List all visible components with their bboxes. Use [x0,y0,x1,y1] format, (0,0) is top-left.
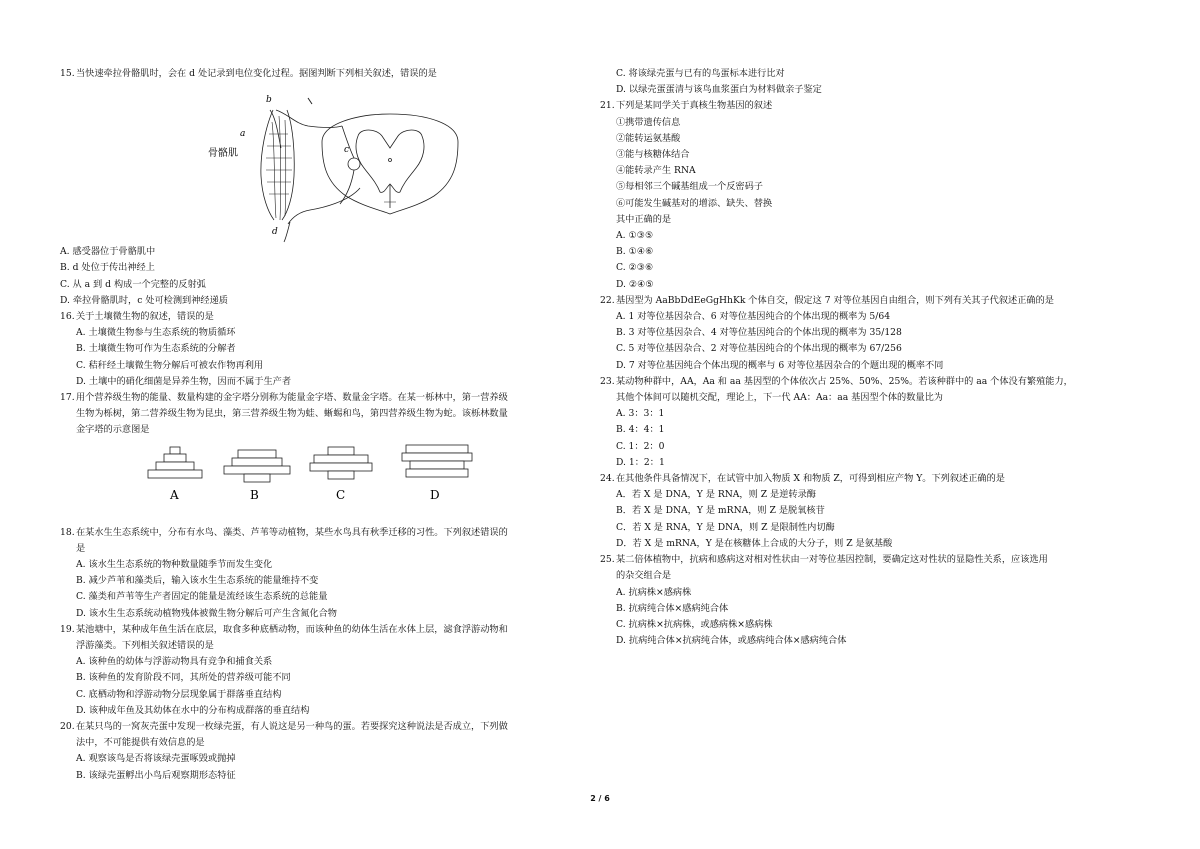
statement-item: ③能与核糖体结合 [616,149,690,161]
spinal-cord-diagram [60,84,480,244]
option: A. 该种鱼的幼体与浮游动物具有竞争和捕食关系 [76,656,273,668]
question-number: 23. [600,375,615,387]
question-stem-line: 是 [76,542,86,554]
option: C. 5 对等位基因杂合、2 对等位基因纯合的个体出现的概率为 67/256 [616,343,902,355]
statement-item: ⑥可能发生碱基对的增添、缺失、替换 [616,197,773,209]
statement-item: ②能转运氨基酸 [616,132,681,144]
question-number: 20. [60,721,75,733]
label-c: c [344,145,350,156]
option: B．若 X 是 DNA，Y 是 mRNA，则 Z 是脱氧核苷 [616,505,825,517]
statement-item: ⑤每相邻三个碱基组成一个反密码子 [616,181,763,193]
option: C. 从 a 到 d 构成一个完整的反射弧 [60,278,206,290]
option: D. 以绿壳蛋蛋清与该鸟血浆蛋白为材料做亲子鉴定 [616,84,822,96]
option: C. 抗病株×抗病株，或感病株×感病株 [616,618,773,630]
option: D. 土壤中的硝化细菌是异养生物，因而不属于生产者 [76,375,292,387]
question-23 [600,374,1145,471]
question-stem: 某池塘中，某种成年鱼生活在底层，取食多种底栖动物，而该种鱼的幼体生活在水体上层，滤食浮游动物和 [76,623,508,635]
statement-item: ④能转录产生 RNA [616,165,696,177]
question-17 [60,390,580,513]
question-stem: 某动物种群中，AA，Aa 和 aa 基因型的个体依次占 25%、50%、25%。若该种群中的 aa 个体没有繁殖能力， [616,375,1073,387]
question-15 [60,66,580,309]
question-stem-line: 法中，不可能提供有效信息的是 [76,737,205,749]
page-number: 2 / 6 [590,794,610,803]
option: B. 3 对等位基因杂合、4 对等位基因纯合的个体出现的概率为 35/128 [616,327,902,339]
option: D. 该水生生态系统动植物残体被微生物分解后可产生含氮化合物 [76,607,337,619]
question-stem: 在某水生生态系统中，分布有水鸟、藻类、芦苇等动植物，某些水鸟具有秋季迁移的习性。下列叙述错误的 [76,526,508,538]
question-19 [60,622,580,719]
option: C. 底栖动物和浮游动物分层现象属于群落垂直结构 [76,688,282,700]
question-number: 17. [60,392,75,404]
question-stem-line: 生物为栎树，第二营养级生物为昆虫，第三营养级生物为蛙、蜥蜴和鸟，第四营养级生物为蛇。该栎林数量 [76,408,508,420]
option: A. 感受器位于骨骼肌中 [60,246,156,258]
option: D. 该种成年鱼及其幼体在水中的分布构成群落的垂直结构 [76,704,310,716]
option: D. 1：2：1 [616,456,665,468]
question-stem: 下列是某同学关于真核生物基因的叙述 [616,100,773,112]
option: C. ②③⑥ [616,262,654,274]
option: A. 土壤微生物参与生态系统的物质循环 [76,327,236,339]
option: A. ①③⑤ [616,230,654,242]
label-d: d [272,227,278,238]
option: B. 抗病纯合体×感病纯合体 [616,602,729,614]
question-number: 19. [60,623,75,635]
question-stem-line: 金字塔的示意图是 [76,424,150,436]
question-stem: 在其他条件具备情况下，在试管中加入物质 X 和物质 Z，可得到相应产物 Y。下列叙述正确的是 [616,473,1005,485]
option: B. 土壤微生物可作为生态系统的分解者 [76,343,236,355]
label-a: a [240,129,246,140]
question-stem: 当快速牵拉骨骼肌时，会在 d 处记录到电位变化过程。据图判断下列相关叙述，错误的是 [76,68,437,79]
question-number: 15. [60,68,75,79]
question-stem: 在某只鸟的一窝灰壳蛋中发现一枚绿壳蛋，有人说这是另一种鸟的蛋。若要探究这种说法是否成立，下列做 [76,721,508,733]
option: C. 藻类和芦苇等生产者固定的能量是流经该生态系统的总能量 [76,591,328,603]
left-column [60,66,580,784]
question-stem-line: 的杂交组合是 [616,570,672,582]
option: D. 抗病纯合体×抗病纯合体，或感病纯合体×感病纯合体 [616,635,847,647]
option: B. 4：4：1 [616,424,665,436]
option: A．若 X 是 DNA，Y 是 RNA，则 Z 是逆转录酶 [616,489,816,501]
reflex-arc-figure [60,84,580,244]
option: C. 将该绿壳蛋与已有的鸟蛋标本进行比对 [616,68,785,79]
question-number: 21. [600,100,615,112]
option: C. 1：2：0 [616,440,665,452]
option: D. ②④⑤ [616,278,654,290]
option: B. 该种鱼的发育阶段不同，其所处的营养级可能不同 [76,672,291,684]
option: B. 减少芦苇和藻类后，输入该水生生态系统的能量维持不变 [76,575,319,587]
option: B. ①④⑥ [616,246,654,258]
question-stem: 用个营养级生物的能量、数量构建的金字塔分别称为能量金字塔、数量金字塔。在某一栎林中，第一营养级 [76,392,508,404]
option: A. 观察该鸟是否将该绿壳蛋啄毁或抛掉 [76,753,236,765]
pyramid-label-b: B [250,487,259,502]
option: D. 牵拉骨骼肌时，c 处可检测到神经递质 [60,294,228,306]
question-number: 25. [600,554,615,566]
option: B. d 处位于传出神经上 [60,262,155,274]
option: A. 3：3：1 [616,408,665,420]
question-stem: 某二倍体植物中，抗病和感病这对相对性状由一对等位基因控制，要确定这对性状的显隐性关系，应该选用 [616,554,1048,566]
pyramid-label-c: C [336,487,346,502]
question-18 [60,525,580,622]
question-number: 24. [600,473,615,485]
option: A. 1 对等位基因杂合、6 对等位基因纯合的个体出现的概率为 5/64 [616,311,891,323]
question-stem: 基因型为 AaBbDdEeGgHhKk 个体自交，假定这 7 对等位基因自由组合，则下列有关其子代叙述正确的是 [616,294,1054,306]
label-b: b [266,95,272,106]
pyramid-label-a: A [170,487,179,502]
question-16 [60,309,580,390]
option: C．若 X 是 RNA，Y 是 DNA，则 Z 是限制性内切酶 [616,521,835,533]
question-stem-line: 其他个体间可以随机交配，理论上，下一代 AA：Aa：aa 基因型个体的数量比为 [616,392,943,404]
option: A. 抗病株×感病株 [616,586,692,598]
question-21 [600,98,1145,292]
statement-item: ①携带遗传信息 [616,116,681,128]
question-22 [600,293,1145,374]
question-number: 16. [60,311,75,323]
question-stem-line: 浮游藻类。下列相关叙述错误的是 [76,640,214,652]
question-24 [600,471,1145,552]
pyramid-diagrams [140,439,500,513]
option: C. 秸秆经土壤微生物分解后可被农作物再利用 [76,359,264,371]
question-number: 22. [600,294,615,306]
option: B. 该绿壳蛋孵出小鸟后观察期形态特征 [76,769,236,781]
label-muscle: 骨骼肌 [208,148,238,160]
pyramid-figure [140,439,580,513]
question-25 [600,552,1145,649]
question-number: 18. [60,526,75,538]
question-20 [60,719,580,784]
pyramid-label-d: D [430,487,440,502]
option: D．若 X 是 mRNA，Y 是在核糖体上合成的大分子，则 Z 是氨基酸 [616,537,893,549]
question-stem: 关于土壤微生物的叙述，错误的是 [76,311,214,323]
question-ask: 其中正确的是 [616,213,672,225]
option: D. 7 对等位基因纯合个体出现的概率与 6 对等位基因杂合的个题出现的概率不同 [616,359,944,371]
right-column [600,66,1145,649]
option: A. 该水生生态系统的物种数量随季节而发生变化 [76,559,273,571]
